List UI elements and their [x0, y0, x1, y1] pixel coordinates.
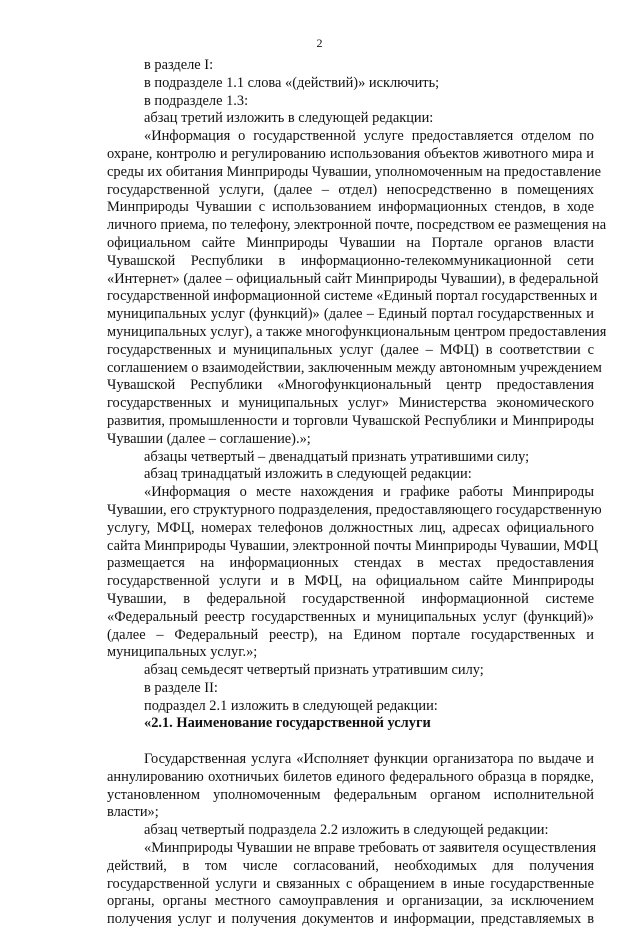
text-line: государственной услуги и в МФЦ, на официальном сайте Минприроды [107, 573, 594, 590]
text-line: абзац четвертый подраздела 2.2 изложить в следующей редакции: [144, 822, 549, 839]
text-line: установленном уполномоченным федеральным органом исполнительной [107, 786, 594, 803]
text-line: Чувашии, его структурного подразделения, предоставляющего государственную [107, 501, 602, 518]
text-line: муниципальных услуг (функций)» (далее – Единый портал государственных и [107, 306, 594, 323]
blank-line [107, 733, 594, 751]
text-line: государственной услуги и связанных с обращением в иные государственные [107, 875, 594, 892]
text-line: подраздел 2.1 изложить в следующей редакции: [144, 697, 438, 714]
text-line: в подразделе 1.3: [144, 92, 249, 109]
text-line: государственных и муниципальных услуг (далее – МФЦ) в соответствии с [107, 341, 594, 358]
text-line: Государственная услуга «Исполняет функции организатора по выдаче и [144, 751, 594, 768]
text-line: Чувашской Республики в информационно-телекоммуникационной сети [107, 252, 594, 269]
text-line: в подразделе 1.1 слова «(действий)» исключить; [144, 74, 440, 91]
text-line: муниципальных услуг.»; [107, 644, 258, 661]
text-line: Минприроды Чувашии с использованием информационных стендов, в ходе [107, 199, 594, 216]
text-line: абзац семьдесят четвертый признать утратившим силу; [144, 662, 484, 679]
text-line: получения услуг и получения документов и информации, представляемых в [107, 911, 594, 928]
text-line: в разделе I: [144, 57, 214, 73]
text-line: официальном сайте Минприроды Чувашии на Портале органов власти [107, 234, 594, 251]
text-line: абзацы четвертый – двенадцатый признать утратившими силу; [144, 448, 530, 465]
text-line: действий, в том числе согласований, необходимых для получения [107, 857, 594, 874]
text-line: личного приема, по телефону, электронной почте, посредством ее размещения на [107, 217, 607, 234]
text-line: власти»; [107, 804, 159, 821]
text-line: соглашением о взаимодействии, заключенным между автономным учреждением [107, 359, 602, 376]
text-line: Чувашской Республики «Многофункциональный центр предоставления [107, 377, 594, 394]
text-line: государственной услуги, (далее – отдел) непосредственно в помещениях [107, 181, 594, 198]
text-line: государственной информационной системе «Единый портал государственных и [107, 288, 598, 305]
section-heading-line: «2.1. Наименование государственной услуги [144, 715, 431, 732]
document-body [107, 57, 607, 929]
text-line: среды их обитания Минприроды Чувашии, уполномоченным на предоставление [107, 163, 602, 180]
text-line: в разделе II: [144, 679, 218, 696]
text-line: «Минприроды Чувашии не вправе требовать от заявителя осуществления [144, 840, 597, 857]
text-line: абзац тринадцатый изложить в следующей редакции: [144, 466, 472, 483]
text-line: развития, промышленности и торговли Чувашской Республики и Минприроды [107, 412, 594, 429]
text-line: «Интернет» (далее – официальный сайт Минприроды Чувашии), в федеральной [107, 270, 599, 287]
text-line: Чувашии (далее – соглашение).»; [107, 430, 311, 447]
text-line: «Информация о государственной услуге предоставляется отделом по [144, 128, 594, 145]
text-line: размещается на информационных стендах в местах предоставления [107, 555, 594, 572]
text-line: Чувашии, в федеральной государственной информационной системе [107, 590, 594, 607]
page-number: 2 [316, 36, 323, 50]
text-line: органы, органы местного самоуправления и организации, за исключением [107, 893, 594, 910]
text-line: «Федеральный реестр государственных и муниципальных услуг (функций)» [107, 608, 594, 625]
text-line: охране, контролю и регулированию использования объектов животного мира и [107, 145, 594, 162]
text-line: государственных и муниципальных услуг» Министерства экономического [107, 395, 594, 412]
text-line: аннулированию охотничьих билетов единого федерального образца в порядке, [107, 768, 594, 785]
text-line: «Информация о месте нахождения и графике работы Минприроды [144, 484, 594, 501]
text-line: (далее – Федеральный реестр), на Едином портале государственных и [107, 626, 594, 643]
text-line: услугу, МФЦ, номерах телефонов должностных лиц, адресах официального [107, 519, 594, 536]
text-line: муниципальных услуг), а также многофункциональным центром предоставления [107, 323, 607, 340]
text-line: абзац третий изложить в следующей редакции: [144, 110, 434, 127]
text-line: сайта Минприроды Чувашии, электронной почты Минприроды Чувашии, МФЦ [107, 537, 598, 554]
